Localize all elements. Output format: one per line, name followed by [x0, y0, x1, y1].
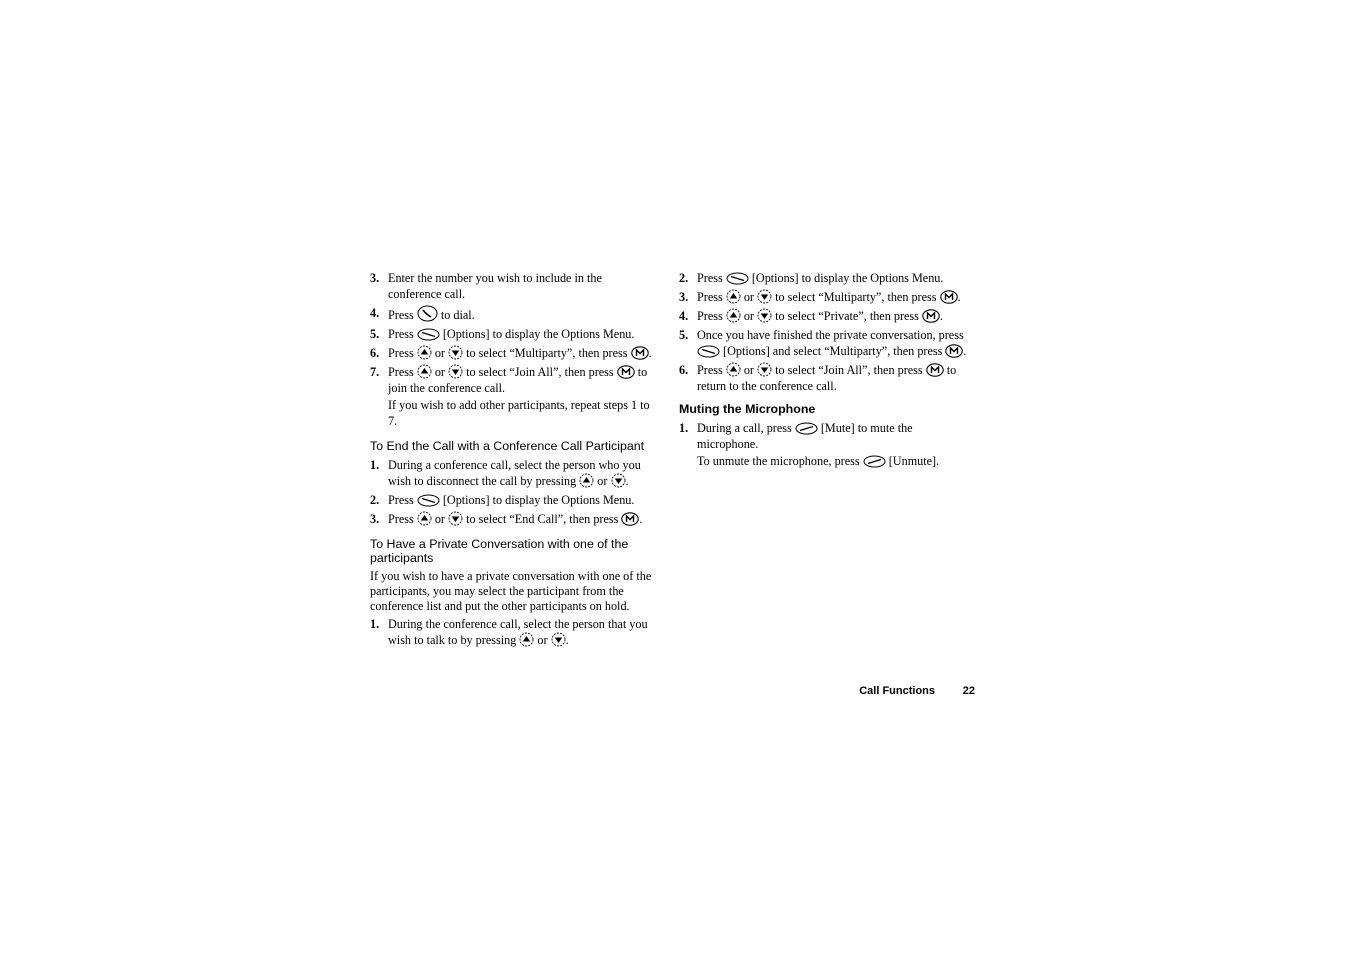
step-number: 3.: [370, 512, 380, 526]
softkey-left-icon: [795, 422, 818, 435]
menu-m-key-icon: [940, 290, 958, 304]
nav-up-icon: [417, 364, 432, 379]
step-number: 5.: [679, 328, 689, 342]
step-text: Press: [697, 363, 723, 377]
step-text: Press: [388, 365, 414, 379]
nav-down-icon: [757, 362, 772, 377]
nav-up-icon: [417, 511, 432, 526]
right-column: [679, 270, 971, 472]
step-text: to select “End Call”, then press: [466, 512, 619, 526]
step-text: During a call, press: [697, 421, 792, 435]
step-text: To unmute the microphone, press: [697, 454, 860, 468]
step-text: During a conference call, select the person who you wish to disconnect the call by pressing: [388, 458, 641, 488]
step-text: Enter the number you wish to include in the conference call.: [388, 271, 602, 301]
footer-section-title: Call Functions: [859, 685, 935, 697]
step-text: .: [625, 474, 629, 488]
step-number: 1.: [679, 421, 689, 435]
nav-down-icon: [757, 308, 772, 323]
section-heading-private: To Have a Private Conversation with one of the participants: [370, 537, 629, 565]
step-text: or: [434, 346, 445, 360]
step-text: to select “Multiparty”, then press: [466, 346, 628, 360]
step-number: 6.: [679, 363, 689, 377]
end-step-2: [370, 492, 654, 508]
step-number: 6.: [370, 346, 380, 360]
private-step-5: [679, 327, 971, 359]
softkey-right-icon: [697, 345, 720, 358]
nav-up-icon: [417, 345, 432, 360]
step-text: to select “Join All”, then press: [466, 365, 614, 379]
step-text: Press: [388, 346, 414, 360]
step-text: [Mute] to mute the microphone.: [697, 421, 913, 451]
step-text: or: [743, 309, 754, 323]
step-text: [Options] to display the Options Menu.: [442, 327, 635, 341]
step-text: .: [957, 290, 961, 304]
step-text: Press: [697, 271, 723, 285]
menu-m-key-icon: [922, 309, 940, 323]
nav-up-icon: [726, 362, 741, 377]
step-text: Press: [388, 493, 414, 507]
nav-down-icon: [611, 473, 626, 488]
mute-step-1: [679, 420, 971, 469]
step-5-options: [370, 326, 654, 342]
step-text: Once you have finished the private conversation, press: [697, 328, 964, 342]
menu-m-key-icon: [631, 346, 649, 360]
step-number: 1.: [370, 617, 380, 631]
private-step-1: [370, 616, 654, 648]
nav-down-icon: [757, 289, 772, 304]
step-text: or: [743, 363, 754, 377]
step-text: Press: [388, 327, 414, 341]
step-text: to select “Private”, then press: [775, 309, 919, 323]
private-step-3: [679, 289, 971, 305]
step-text: Press: [697, 309, 723, 323]
step-text: During the conference call, select the person that you wish to talk to by pressing: [388, 617, 648, 647]
section-heading-mute: Muting the Microphone: [679, 402, 816, 416]
end-step-1: [370, 457, 654, 489]
step-text: to select “Join All”, then press: [775, 363, 923, 377]
nav-up-icon: [726, 308, 741, 323]
step-number: 4.: [679, 309, 689, 323]
step-note: [697, 453, 971, 469]
step-text: or: [434, 365, 445, 379]
step-text: to select “Multiparty”, then press: [775, 290, 937, 304]
nav-up-icon: [726, 289, 741, 304]
menu-m-key-icon: [617, 365, 635, 379]
step-text: or: [743, 290, 754, 304]
nav-up-icon: [579, 473, 594, 488]
step-number: 2.: [679, 271, 689, 285]
private-step-4: [679, 308, 971, 324]
step-text: .: [939, 309, 943, 323]
step-text: or: [597, 474, 608, 488]
step-text: to return to the conference call.: [697, 363, 957, 393]
menu-m-key-icon: [945, 344, 963, 358]
step-note: If you wish to add other participants, repeat steps 1 to 7.: [388, 398, 650, 428]
step-text: Press: [388, 308, 414, 322]
step-text: .: [963, 344, 967, 358]
step-text: [Unmute].: [888, 454, 940, 468]
step-number: 5.: [370, 327, 380, 341]
step-text: .: [565, 633, 569, 647]
private-step-2: [679, 270, 971, 286]
step-text: [Options] to display the Options Menu.: [442, 493, 635, 507]
page-number: 22: [962, 685, 975, 697]
nav-down-icon: [551, 632, 566, 647]
step-number: 7.: [370, 365, 380, 379]
softkey-right-icon: [726, 272, 749, 285]
step-4-dial: [370, 305, 654, 323]
step-text: Press: [697, 290, 723, 304]
step-number: 3.: [370, 271, 380, 285]
nav-down-icon: [448, 345, 463, 360]
end-step-3: [370, 511, 654, 527]
step-number: 4.: [370, 306, 380, 320]
step-number: 1.: [370, 458, 380, 472]
nav-down-icon: [448, 511, 463, 526]
step-text: to join the conference call.: [388, 365, 648, 395]
step-text: .: [648, 346, 652, 360]
send-key-icon: [417, 305, 438, 322]
private-step-6: [679, 362, 971, 394]
softkey-right-icon: [417, 494, 440, 507]
step-3-enter-number: [370, 270, 654, 302]
step-7-join-all: [370, 364, 654, 429]
step-text: Press: [388, 512, 414, 526]
step-text: [Options] and select “Multiparty”, then press: [723, 344, 943, 358]
step-text: to dial.: [440, 308, 475, 322]
softkey-right-icon: [417, 328, 440, 341]
step-number: 2.: [370, 493, 380, 507]
section-heading-end-call: To End the Call with a Conference Call Participant: [370, 439, 645, 453]
menu-m-key-icon: [621, 512, 639, 526]
step-text: or: [434, 512, 445, 526]
step-number: 3.: [679, 290, 689, 304]
step-text: [Options] to display the Options Menu.: [751, 271, 944, 285]
menu-m-key-icon: [926, 363, 944, 377]
left-column: [370, 270, 654, 651]
softkey-left-icon: [863, 455, 886, 468]
nav-down-icon: [448, 364, 463, 379]
nav-up-icon: [519, 632, 534, 647]
private-intro-paragraph: If you wish to have a private conversation with one of the participants, you may select the participant from the conference list and put the other participants on hold.: [370, 569, 652, 613]
step-text: .: [639, 512, 643, 526]
step-6-multiparty: [370, 345, 654, 361]
step-text: or: [537, 633, 548, 647]
